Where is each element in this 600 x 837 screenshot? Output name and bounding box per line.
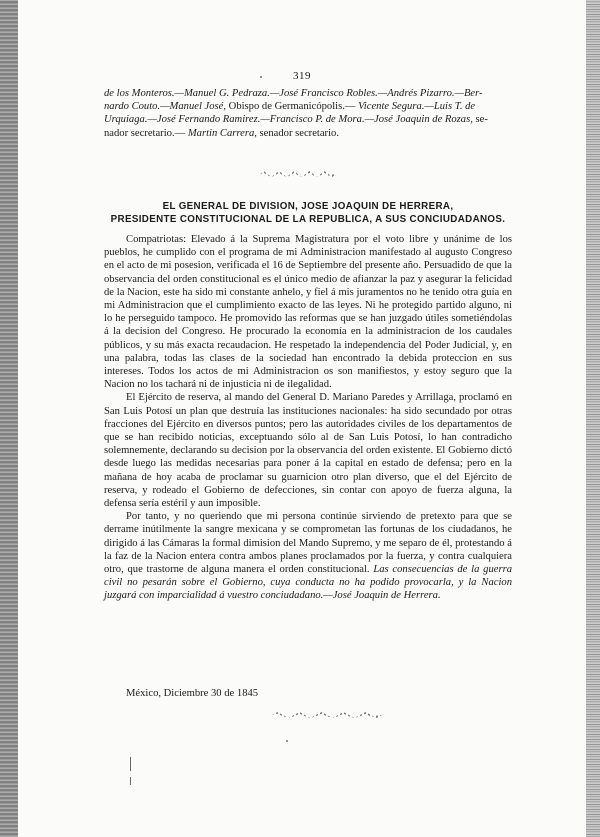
scan-speck bbox=[260, 76, 262, 78]
paragraph-3 bbox=[104, 510, 512, 602]
ornamental-divider bbox=[260, 171, 336, 177]
signatories-block bbox=[104, 87, 512, 140]
paragraph-3-italic: Las consecuencias de la guerra civil no pesarán sobre el Gobierno, cuya conducta no ha podido provocarla, y la Nacion juzgará con imparcialidad á vuestro conciudadano.—José Joaquin de Herrera. bbox=[104, 564, 512, 602]
signatories-text: nardo Couto.—Manuel José, bbox=[104, 101, 227, 113]
scan-speck bbox=[286, 740, 288, 742]
signatories-line-1 bbox=[104, 87, 512, 100]
proclamation-heading-line-1: EL GENERAL DE DIVISION, JOSE JOAQUIN DE HERRERA, bbox=[162, 201, 454, 212]
proclamation-heading-line-2: PRESIDENTE CONSTITUCIONAL DE LA REPUBLICA, A SUS CONCIUDADANOS. bbox=[110, 214, 506, 225]
signatories-text: se- bbox=[472, 114, 488, 126]
scan-left-edge bbox=[0, 0, 18, 837]
signatories-line-2 bbox=[104, 100, 512, 113]
signatories-text: Obispo de Germanicópolis.— bbox=[226, 101, 359, 113]
book-page bbox=[18, 0, 586, 837]
signatories-line-4 bbox=[104, 127, 512, 140]
paragraph-1: Compatriotas: Elevado á la Suprema Magistratura por el voto libre y unánime de los pueblos, he cumplido con el programa de mi Administracion manifestado al augusto Congreso en el acto de mi posesion, verificada el 16 de Septiembre del presente año. Persuadido de que la observancia del orden constitucional es el único medio de afianzar la paz y asegurar la felicidad de la Nacion, este ha sido mi constante anhelo, y fiel á mis juramentos no he tenido otra guía en mi Administracion que el cumplimiento exacto de las leyes. Ni he protegido partido alguno, ni lo he perseguido tampoco. He promovido las reformas que se han juzgado útiles sometiéndolas á la decision del Congreso. He procurado la economía en la administracion de los caudales públicos, y su más exacta recaudacion. He respetado la independencia del Poder Judicial, y, en una palabra, todas las clases de la sociedad han encontrado la debida proteccion en sus intereses. Todos los actos de mi Administracion os son manifiestos, y estoy seguro que la Nacion no los tachará ni de injusticia ni de ilegalidad. bbox=[104, 234, 512, 391]
scan-right-edge bbox=[586, 0, 600, 837]
date-line: México, Diciembre 30 de 1845 bbox=[126, 688, 259, 699]
ornamental-divider-end bbox=[272, 712, 382, 718]
signatories-text: nador secretario.— bbox=[104, 127, 188, 139]
signatories-text: de los Monteros.—Manuel G. Pedraza.—José Francisco Robles.—Andrés Pizarro.—Ber- bbox=[104, 88, 483, 99]
paragraph-3-text: Por tanto, y no queriendo que mi persona continúe sirviendo de pretexto para que se derrame inútilmente la sangre mexicana y se comprometan las fortunas de los ciudadanos, he dirigido á las Cámaras la formal dimision del Mando Supremo, y me separo de él, protestando á la faz de la Nacion entera contra ambos planes proclamados por la fuerza, y contra cualquiera otro, que trastorne de alguna manera el orden constitucional. bbox=[104, 511, 512, 576]
signatories-text: Martin Carrera, bbox=[187, 127, 257, 139]
page-number: 319 bbox=[293, 70, 311, 82]
scan-mark bbox=[130, 757, 131, 771]
scan-mark bbox=[130, 777, 131, 785]
signatories-text: Urquiaga.—José Fernando Ramirez.—Francisco P. de Mora.—José Joaquin de Rozas, bbox=[104, 114, 473, 126]
signatories-text: Vicente Segura.—Luis T. de bbox=[358, 101, 476, 113]
paragraph-2: El Ejército de reserva, al mando del General D. Mariano Paredes y Arrillaga, proclamó en San Luis Potosí un plan que destruía las instituciones nacionales: ha sido secundado por otras fracciones del Ejército en diversos puntos; pero las autoridades civiles de los departamentos de que se han recibido noticias, exceptuando sólo al de San Luis Potosí, lo han contradicho solemnemente, declarando su decision por la observancia del orden existente. El Gobierno dictó desde luego las medidas necesarias para poner á la capital en estado de defensa; pero en la mañana de hoy acaba de proclamar su guarnicion otro plan diverso, que el del Ejército de reserva, y rodeado el Gobierno de defecciones, sin contar con apoyo de fuerza alguna, la defensa sería estéril y aun imposible. bbox=[104, 392, 512, 510]
signatories-line-3 bbox=[104, 113, 512, 126]
proclamation-body bbox=[104, 233, 512, 603]
signatories-text: senador secretario. bbox=[256, 127, 339, 139]
